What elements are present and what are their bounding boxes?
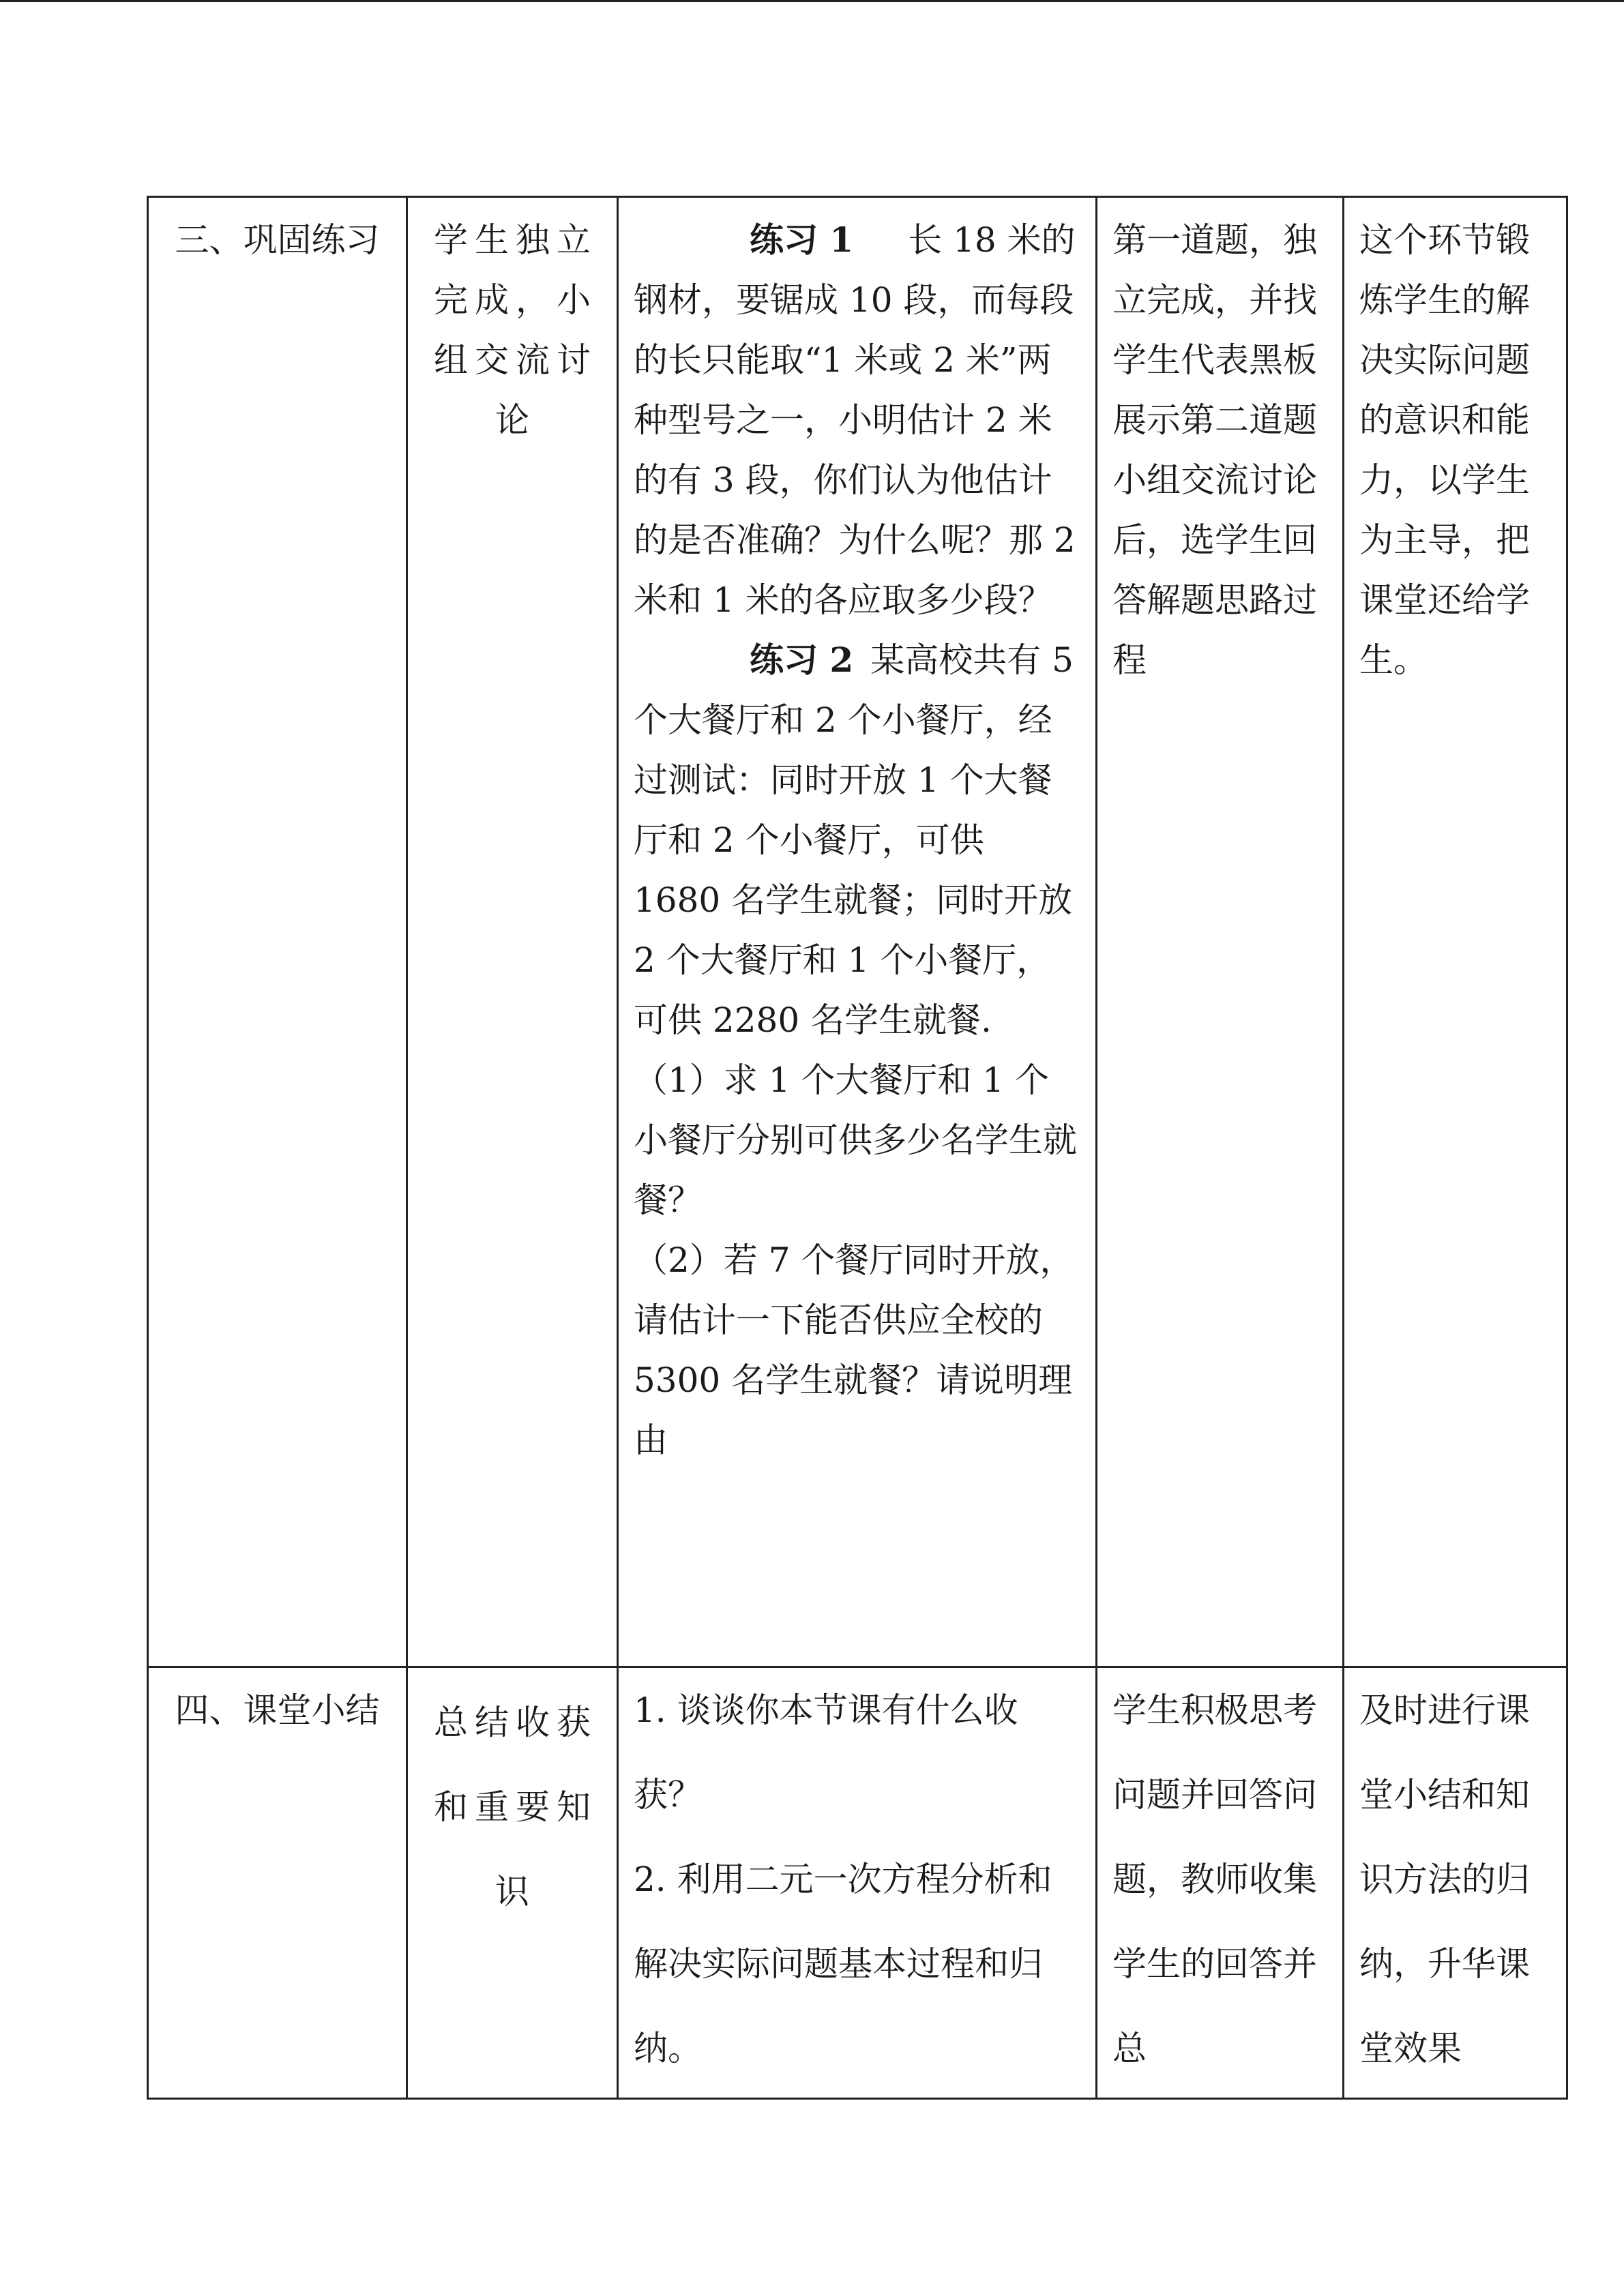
stage-cell: 三、巩固练习 xyxy=(148,197,407,1667)
exercise-2 xyxy=(634,630,1080,1050)
design-intent-cell: 及时进行课堂小结和知识方法的归纳，升华课堂效果 xyxy=(1344,1667,1567,2099)
exercise-1-text: 长 18 米的钢材，要锯成 10 段，而每段的长只能取“1 米或 2 米”两种型号之一，小明估计 2 米的有 3 段，你们认为他估计的是否准确？为什么呢？那 2 米和 1 米的各应取多少段？ xyxy=(634,220,1076,620)
summary-item-1: 1. 谈谈你本节课有什么收获？ xyxy=(634,1690,1018,1815)
table-row xyxy=(148,1667,1567,2099)
teacher-activity-cell: 第一道题，独立完成，并找学生代表黑板展示第二道题小组交流讨论后，选学生回答解题思路过程 xyxy=(1097,197,1344,1667)
exercise-1 xyxy=(634,210,1080,630)
activity-cell xyxy=(407,197,618,1667)
table-row xyxy=(148,197,1567,1667)
content-cell xyxy=(618,1667,1097,2099)
design-intent-cell: 这个环节锻炼学生的解决实际问题的意识和能力，以学生为主导，把课堂还给学生。 xyxy=(1344,197,1567,1667)
activity-cell xyxy=(407,1667,618,2099)
stage-cell: 四、课堂小结 xyxy=(148,1667,407,2099)
page-top-border xyxy=(0,0,1624,2)
activity-text: 总结收获和重要知识 xyxy=(434,1703,591,1911)
exercise-1-label: 练习 1 xyxy=(750,220,854,260)
activity-text: 学生独立完成，小组交流讨论 xyxy=(434,220,591,440)
exercise-2-text: 某高校共有 5 个大餐厅和 2 个小餐厅，经过测试：同时开放 1 个大餐厅和 2 个小餐厅，可供 1680 名学生就餐；同时开放 2 个大餐厅和 1 个小餐厅，可供 2280 名学生就餐. xyxy=(634,640,1074,1040)
content-cell xyxy=(618,197,1097,1667)
exercise-2-question-1: （1）求 1 个大餐厅和 1 个小餐厅分别可供多少名学生就餐？ xyxy=(634,1060,1077,1220)
lesson-plan-table xyxy=(147,196,1568,2100)
exercise-2-label: 练习 2 xyxy=(750,640,854,680)
exercise-2-question-2: （2）若 7 个餐厅同时开放，请估计一下能否供应全校的 5300 名学生就餐？请说明理由 xyxy=(634,1240,1074,1460)
summary-item-2: 2. 利用二元一次方程分析和解决实际问题基本过程和归纳。 xyxy=(634,1860,1052,2068)
teacher-activity-cell: 学生积极思考问题并回答问题，教师收集学生的回答并总 xyxy=(1097,1667,1344,2099)
